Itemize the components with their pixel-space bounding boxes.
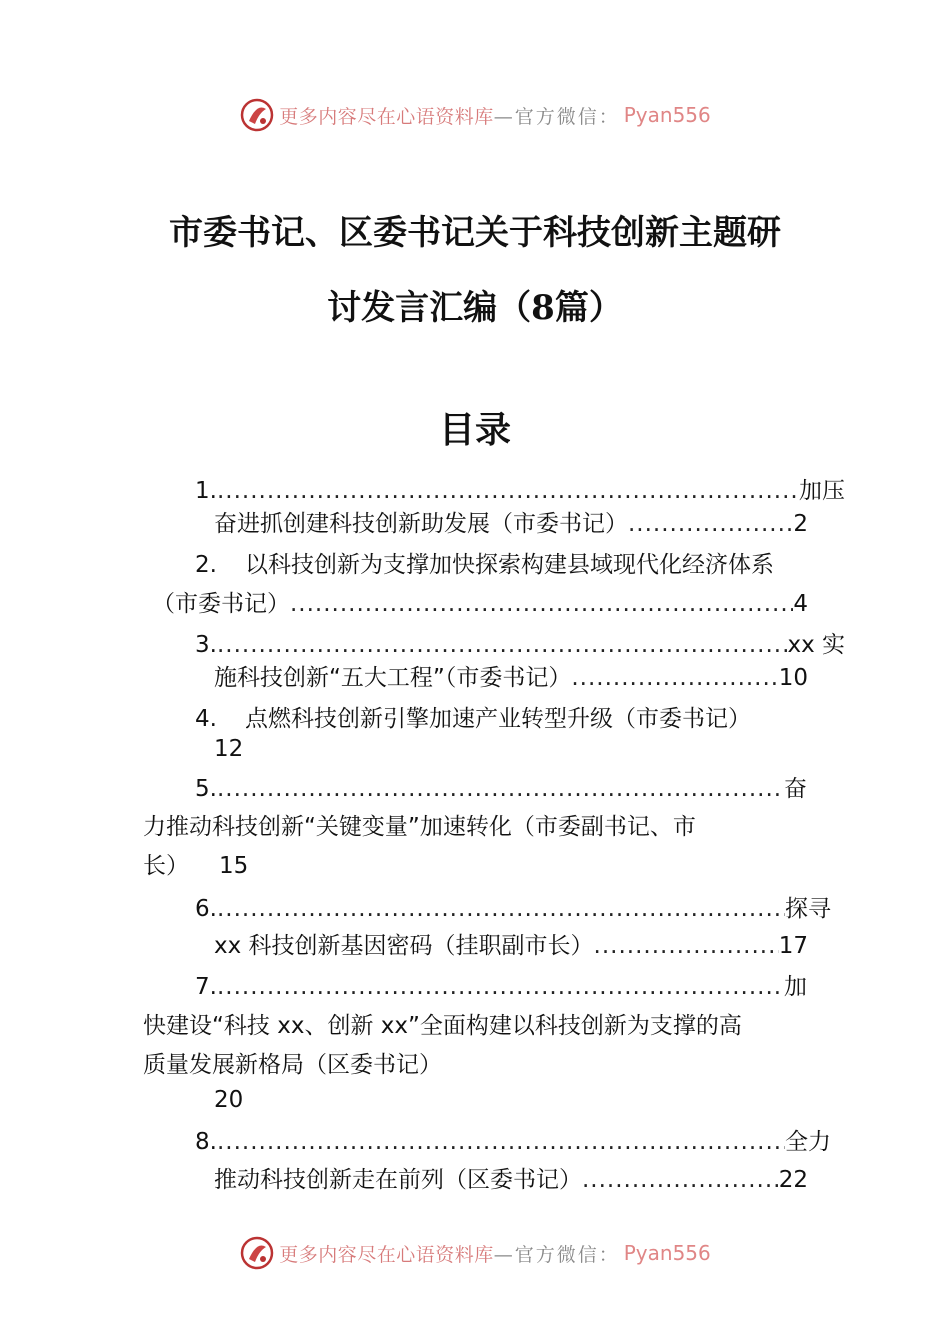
toc-entry-2-line2[interactable] bbox=[152, 589, 808, 619]
toc-entry-number: 3. bbox=[195, 632, 217, 658]
toc-entry-text: 奋 bbox=[784, 776, 807, 802]
toc-entry-text: 推动科技创新走在前列（区委书记） bbox=[214, 1167, 582, 1193]
toc-leader-dots bbox=[217, 630, 788, 660]
logo-icon bbox=[239, 97, 275, 133]
toc-entry-7-line2: 快建设“科技 xx、创新 xx”全面构建以科技创新为支撑的高 bbox=[143, 1013, 742, 1039]
toc-entry-5-line3[interactable] bbox=[143, 851, 248, 881]
toc-entry-text: （市委书记） bbox=[152, 591, 290, 617]
toc-entry-4-page: 12 bbox=[214, 736, 244, 762]
toc-entry-number: 5. bbox=[195, 776, 217, 802]
footer-banner bbox=[0, 1233, 950, 1273]
toc-entry-number: 7. bbox=[195, 974, 217, 1000]
toc-entry-text: xx 实 bbox=[787, 632, 845, 658]
banner-wechat-id: Pyan556 bbox=[623, 1241, 711, 1265]
toc-entry-text: 加 bbox=[784, 974, 807, 1000]
toc-entry-text: 施科技创新“五大工程”（市委书记） bbox=[214, 665, 572, 691]
toc-leader-dots bbox=[217, 972, 784, 1002]
toc-entry-1-line2[interactable] bbox=[214, 509, 808, 539]
document-title-line1: 市委书记、区委书记关于科技创新主题研 bbox=[169, 213, 781, 253]
document-title-line2: 讨发言汇编（8篇） bbox=[327, 288, 623, 328]
toc-entry-6-line1[interactable] bbox=[195, 894, 831, 924]
banner-text: 更多内容尽在心语资料库 bbox=[279, 1243, 494, 1266]
toc-entry-text: 探寻 bbox=[785, 896, 831, 922]
toc-entry-page: 10 bbox=[778, 665, 808, 691]
banner-wechat-label: —官方微信： bbox=[493, 1243, 620, 1266]
toc-entry-number: 6. bbox=[195, 896, 217, 922]
toc-leader-dots bbox=[582, 1165, 779, 1195]
toc-entry-5-line1[interactable] bbox=[195, 774, 807, 804]
toc-leader-dots bbox=[217, 1127, 785, 1157]
toc-entry-6-line2[interactable] bbox=[214, 931, 808, 961]
toc-leader-dots bbox=[217, 774, 784, 804]
toc-entry-page: 15 bbox=[219, 853, 249, 879]
toc-entry-3-line2[interactable] bbox=[214, 663, 808, 693]
toc-entry-number: 1. bbox=[195, 478, 217, 504]
toc-heading: 目录 bbox=[438, 409, 511, 451]
toc-entry-text: 长） bbox=[143, 853, 189, 879]
toc-entry-page: 2 bbox=[793, 511, 808, 537]
toc-entry-text: 加压 bbox=[799, 478, 845, 504]
logo-icon bbox=[239, 1235, 275, 1271]
toc-entry-7-line1[interactable] bbox=[195, 972, 807, 1002]
banner-wechat-label: —官方微信： bbox=[493, 105, 620, 128]
toc-entry-page: 4 bbox=[793, 591, 808, 617]
toc-entry-text: xx 科技创新基因密码（挂职副市长） bbox=[214, 933, 594, 959]
toc-entry-7-line3: 质量发展新格局（区委书记） bbox=[143, 1052, 442, 1078]
toc-entry-page: 17 bbox=[778, 933, 808, 959]
toc-entry-number: 8. bbox=[195, 1129, 217, 1155]
toc-entry-text: 奋进抓创建科技创新助发展（市委书记） bbox=[214, 511, 628, 537]
toc-leader-dots bbox=[594, 931, 779, 961]
toc-entry-7-page: 20 bbox=[214, 1087, 244, 1113]
toc-entry-2-line1[interactable] bbox=[195, 550, 774, 580]
toc-leader-dots bbox=[217, 894, 785, 924]
toc-entry-number: 2. bbox=[195, 552, 217, 578]
toc-leader-dots bbox=[217, 476, 799, 506]
banner-wechat-id: Pyan556 bbox=[623, 103, 711, 127]
toc-entry-8-line2[interactable] bbox=[214, 1165, 808, 1195]
toc-entry-5-line2: 力推动科技创新“关键变量”加速转化（市委副书记、市 bbox=[143, 814, 696, 840]
toc-entry-text: 以科技创新为支撑加快探索构建县域现代化经济体系 bbox=[244, 552, 774, 578]
toc-entry-text: 点燃科技创新引擎加速产业转型升级（市委书记） bbox=[244, 706, 751, 732]
toc-leader-dots bbox=[571, 663, 778, 693]
toc-entry-page: 22 bbox=[778, 1167, 808, 1193]
banner-text: 更多内容尽在心语资料库 bbox=[279, 105, 494, 128]
toc-entry-8-line1[interactable] bbox=[195, 1127, 831, 1157]
header-banner bbox=[0, 95, 950, 135]
toc-leader-dots bbox=[290, 589, 793, 619]
toc-entry-text: 全力 bbox=[785, 1129, 831, 1155]
toc-entry-number: 4. bbox=[195, 706, 217, 732]
toc-entry-1-line1[interactable] bbox=[195, 476, 845, 506]
toc-entry-4-line1[interactable] bbox=[195, 704, 751, 734]
toc-entry-3-line1[interactable] bbox=[195, 630, 845, 660]
toc-leader-dots bbox=[628, 509, 793, 539]
